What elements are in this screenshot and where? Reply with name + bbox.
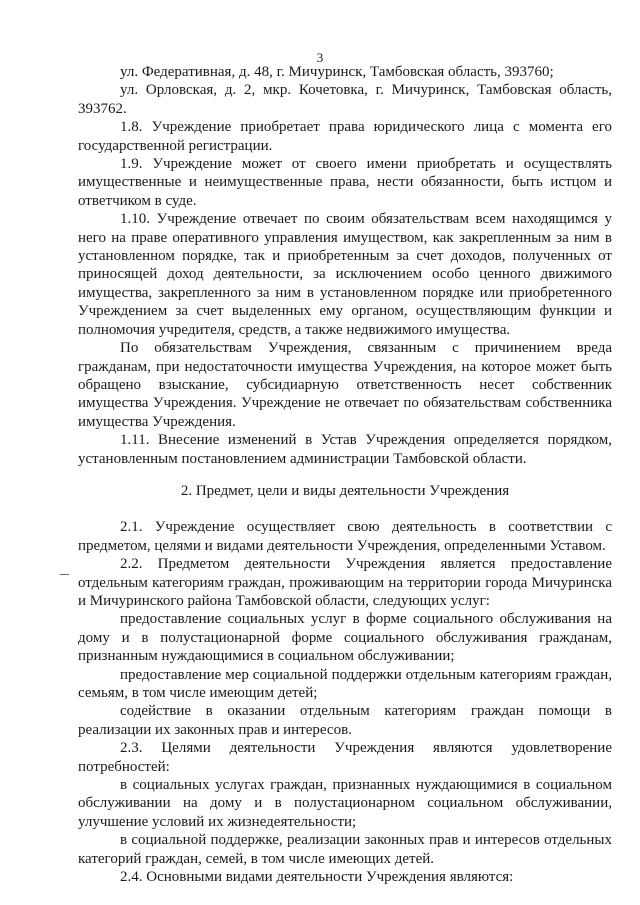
paragraph-goal-2: в социальной поддержке, реализации законных прав и интересов отдельных категорий граждан, семей, в том числе имеющих детей. bbox=[78, 832, 612, 867]
paragraph-1-11: 1.11. Внесение изменений в Устав Учреждения определяется порядком, установленным постановлением администрации Тамбовской области. bbox=[78, 432, 612, 467]
paragraph-1-9: 1.9. Учреждение может от своего имени приобретать и осуществлять имущественные и неимущественные права, нести обязанности, быть истцом и ответчиком в суде. bbox=[78, 156, 612, 209]
paragraph-service-3: содействие в оказании отдельным категориям граждан помощи в реализации их законных прав и интересов. bbox=[78, 703, 612, 738]
paragraph-2-3: 2.3. Целями деятельности Учреждения являются удовлетворение потребностей: bbox=[78, 740, 612, 775]
paragraph-obligations: По обязательствам Учреждения, связанным с причинением вреда гражданам, при недостаточности имущества Учреждения, на которое может быть обращено взыскание, субсидиарную ответственность несет собственник имущества Учреждения. Учреждение не отвечает по обязательствам собственника имущества Учреждения. bbox=[78, 340, 612, 430]
document-body bbox=[78, 63, 612, 886]
paragraph-address-1: ул. Федеративная, д. 48, г. Мичуринск, Тамбовская область, 393760; bbox=[120, 64, 554, 80]
paragraph-service-1: предоставление социальных услуг в форме социального обслуживания на дому и в полустационарной форме социального обслуживания гражданам, признанным нуждающимися в социальном обслуживании; bbox=[78, 611, 612, 665]
section-heading: 2. Предмет, цели и виды деятельности Учреждения bbox=[180, 482, 510, 499]
paragraph-address-2: ул. Орловская, д. 2, мкр. Кочетовка, г. Мичуринск, Тамбовская область, 393762. bbox=[78, 82, 612, 117]
paragraph-1-8: 1.8. Учреждение приобретает права юридического лица с момента его государственной регистрации. bbox=[78, 119, 612, 154]
margin-mark bbox=[60, 574, 69, 575]
paragraph-2-2: 2.2. Предметом деятельности Учреждения является предоставление отдельным категориям граждан, проживающим на территории города Мичуринска и Мичуринского района Тамбовской области, следующих услуг: bbox=[78, 556, 612, 609]
paragraph-service-2: предоставление мер социальной поддержки отдельным категориям граждан, семьям, в том числе имеющим детей; bbox=[78, 666, 612, 701]
paragraph-goal-1: в социальных услугах граждан, признанных нуждающимися в социальном обслуживании на дому и в полустационарном социальном обслуживании, улучшение условий их жизнедеятельности; bbox=[78, 777, 612, 830]
paragraph-2-1: 2.1. Учреждение осуществляет свою деятельность в соответствии с предметом, целями и видами деятельности Учреждения, определенными Уставом. bbox=[78, 519, 612, 554]
page-number: 3 bbox=[316, 50, 324, 65]
paragraph-2-4: 2.4. Основными видами деятельности Учреждения являются: bbox=[120, 869, 514, 886]
paragraph-1-10: 1.10. Учреждение отвечает по своим обязательствам всем находящимся у него на праве оперативного управления имуществом, как закрепленным за ним в установленном порядке, так и приобретенным за счет доходов, полученных от приносящей доход деятельности, за исключением особо ценного движимого имущества, закрепленного за ним в установленном порядке или приобретенного Учреждением за счет выделенных ему органом, осуществляющим функции и полномочия учредителя, средств, а также недвижимого имущества. bbox=[78, 211, 612, 338]
